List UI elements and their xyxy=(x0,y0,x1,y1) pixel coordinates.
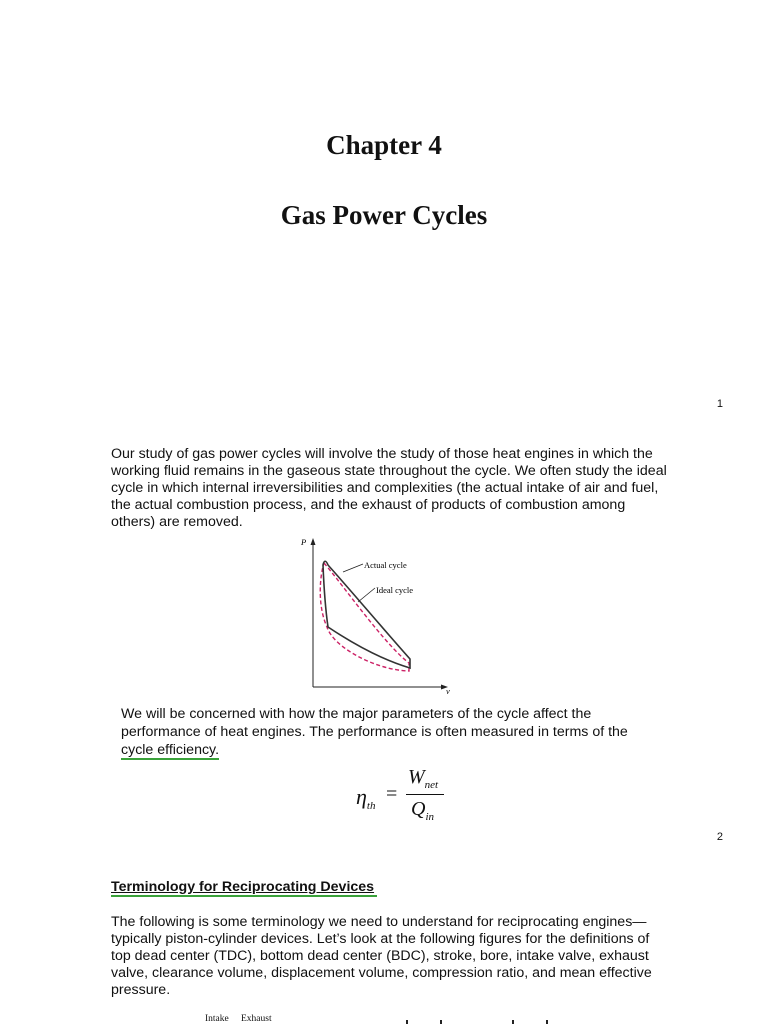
actual-leader-line xyxy=(343,564,363,572)
p-axis-label: P xyxy=(301,537,307,547)
figure-mark xyxy=(406,1020,408,1024)
concern-paragraph xyxy=(121,705,661,759)
actual-cycle-label: Actual cycle xyxy=(364,560,407,570)
eta-symbol: $\eta_{th}$ xyxy=(356,784,376,812)
section-heading: Terminology for Reciprocating Devices xyxy=(111,879,375,895)
intake-label: Intake xyxy=(205,1014,229,1024)
figure-mark xyxy=(440,1020,442,1024)
ideal-leader-line xyxy=(358,588,375,602)
figure-mark xyxy=(546,1020,548,1024)
pv-cycle-diagram xyxy=(295,535,465,695)
exhaust-label: Exhaust xyxy=(241,1014,272,1024)
ideal-cycle-curve xyxy=(320,563,409,671)
eta-subscript: th xyxy=(366,800,376,812)
chapter-subtitle: Gas Power Cycles xyxy=(280,200,488,230)
page-number: 2 xyxy=(716,831,723,843)
figure-mark xyxy=(512,1020,514,1024)
concern-text: We will be concerned with how the major parameters of the cycle affect the performance of heat engines. The performance is often measured in terms of the xyxy=(121,706,628,740)
numerator-subscript: net xyxy=(424,779,439,791)
page-number: 1 xyxy=(716,398,723,410)
ideal-cycle-label: Ideal cycle xyxy=(376,585,414,595)
p-axis-arrow xyxy=(311,538,316,545)
actual-cycle-curve xyxy=(323,561,410,668)
numerator: $W_{net}$ xyxy=(408,766,439,791)
intro-paragraph: Our study of gas power cycles will involve the study of those heat engines in which the working fluid remains in the gaseous state throughout the cycle. We often study the ideal cycle in which internal irreversibilities and complexities (the actual intake of air and fuel, the actual combustion process, and the exhaust of products of combustion among others) are removed. xyxy=(111,446,667,530)
heading-underline xyxy=(111,895,377,897)
v-axis-label: v xyxy=(446,686,450,695)
denominator-subscript: in xyxy=(425,811,435,823)
fraction-bar xyxy=(406,794,444,795)
equals-sign: = xyxy=(386,783,398,805)
cycle-efficiency-link[interactable]: cycle efficiency. xyxy=(121,742,220,758)
terminology-paragraph: The following is some terminology we need to understand for reciprocating engines—typically piston-cylinder devices. Let’s look at the following figures for the definitions of top dead center (TDC), bottom dead center (BDC), stroke, bore, intake valve, exhaust valve, clearance volume, displacement volume, compression ratio, and mean effective pressure. xyxy=(111,914,652,998)
chapter-title: Chapter 4 xyxy=(326,130,442,160)
denominator: $Q_{in}$ xyxy=(411,798,435,823)
